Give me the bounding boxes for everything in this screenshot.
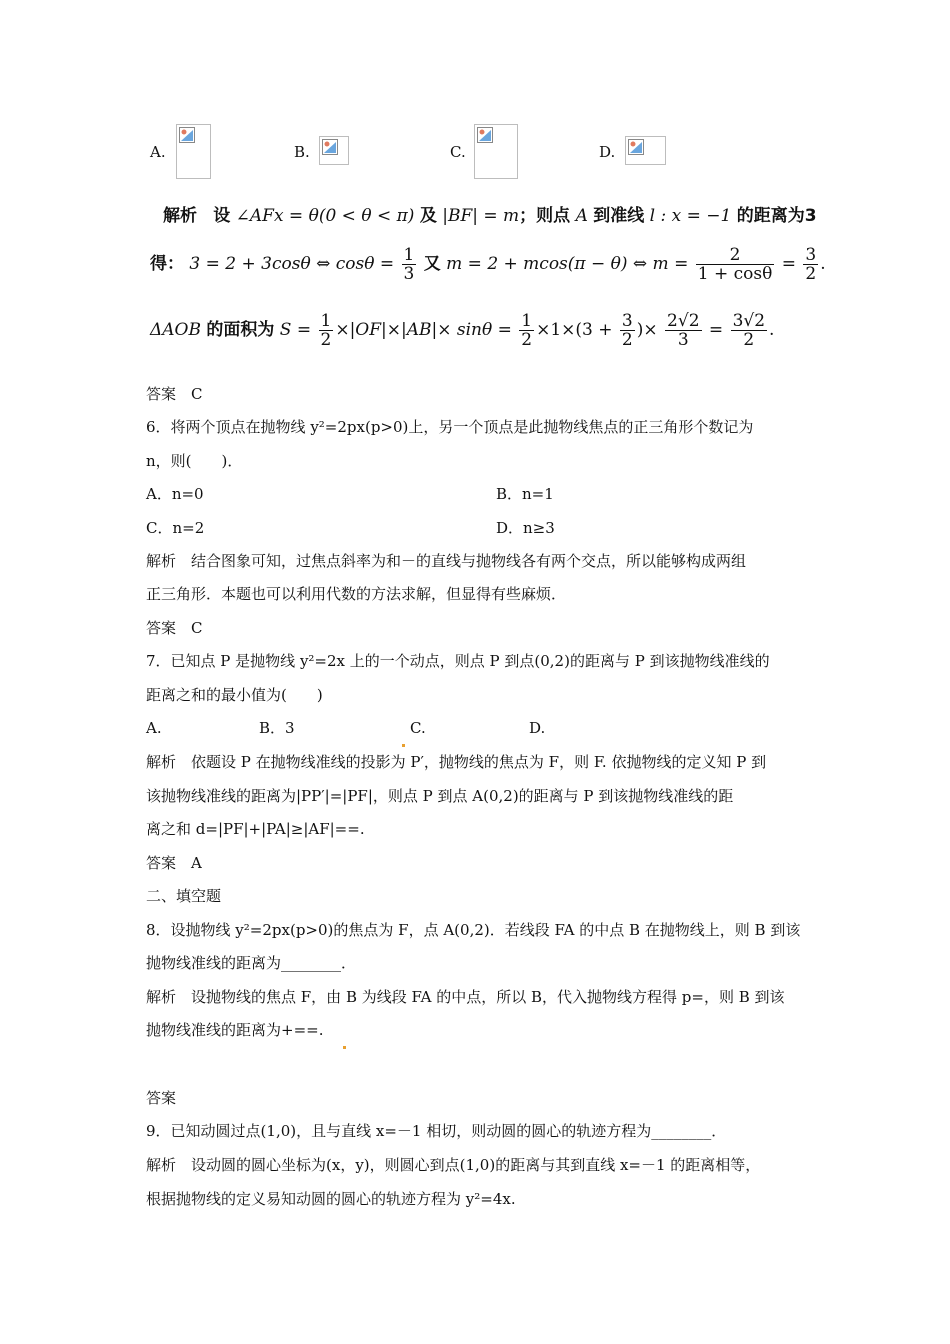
answer-5: 答案 C: [146, 385, 203, 403]
q8-solution-line-1: 解析 设抛物线的焦点 F，由 B 为线段 FA 的中点，所以 B，代入抛物线方程得 p=，则 B 到该: [146, 988, 785, 1006]
fraction: $\frac{3√2}{2}$: [732, 311, 766, 350]
q7-solution-line-1: 解析 依题设 P 在抛物线准线的投影为 P′，抛物线的焦点为 F，则 F. 依抛物线的定义知 P 到: [146, 753, 767, 771]
q6-stem-line-2: n，则( )．: [146, 452, 243, 470]
q8-stem-line-2: 抛物线准线的距离为________．: [146, 954, 357, 972]
option-a-image: [176, 124, 211, 179]
q6-solution-line-1: 解析 结合图象可知，过焦点斜率为和－的直线与抛物线各有两个交点，所以能够构成两组: [146, 552, 747, 570]
q6-option-d: D．n≥3: [496, 519, 555, 537]
option-a-label: A.: [150, 143, 166, 161]
option-c-label: C.: [450, 143, 466, 161]
q6-stem-line-1: 6．将两个顶点在抛物线 y²=2px(p>0)上，另一个顶点是此抛物线焦点的正三角形个数记为: [146, 418, 754, 436]
option-c-image: [474, 124, 518, 179]
option-d-label: D.: [599, 143, 616, 161]
q7-solution-line-2: 该抛物线准线的距离为|PP′|=|PF|，则点 P 到点 A(0,2)的距离与 P 到该抛物线准线的距: [146, 787, 734, 805]
q9-stem-line-1: 9．已知动圆过点(1,0)，且与直线 x=－1 相切，则动圆的圆心的轨迹方程为________．: [146, 1122, 727, 1140]
formula-line-2: 得： 3 = 2 + 3cosθ ⇔ cosθ = $\frac{1}{3}$ 又 m = 2 + mcos(π − θ) ⇔ m = $\frac{2}{1 + \cos\theta}$ = $\frac{3}{2}$ .: [150, 245, 826, 284]
q6-option-a: A．n=0: [146, 485, 204, 503]
fraction: $\frac{1}{2}$: [521, 311, 533, 350]
fraction: $\frac{1}{3}$: [403, 245, 415, 284]
section-heading: 二、填空题: [146, 887, 222, 905]
broken-image-icon: [628, 139, 644, 155]
q8-stem-line-1: 8．设抛物线 y²=2px(p>0)的焦点为 F，点 A(0,2)．若线段 FA 的中点 B 在抛物线上，则 B 到该: [146, 921, 801, 939]
q8-solution-line-2: 抛物线准线的距离为+==.: [146, 1021, 324, 1039]
formula-line-3: ΔAOB 的面积为 S = $\frac{1}{2}$ ×|OF|×|AB|× sinθ = $\frac{1}{2}$ ×1×(3 + $\frac{3}{2}$ )× $\frac{2√2}{3}$ = $\frac{3√2}{2}$ .: [150, 311, 775, 350]
q9-solution-line-1: 解析 设动圆的圆心坐标为(x，y)，则圆心到点(1,0)的距离与其到直线 x=－1 的距离相等，: [146, 1156, 761, 1174]
formula-line-1: 解析 设 ∠AFx = θ(0 < θ < π) 及 |BF| = m；则点 A 到准线 l : x = −1 的距离为3: [163, 206, 817, 226]
q8-answer: 答案: [146, 1089, 177, 1107]
q7-solution-line-3: 离之和 d=|PF|+|PA|≥|AF|==.: [146, 820, 365, 838]
q7-option-d: D.: [529, 719, 546, 737]
q6-option-c: C．n=2: [146, 519, 205, 537]
solution-label: 解析: [163, 206, 197, 226]
q7-option-a: A.: [146, 719, 162, 737]
q7-option-c: C.: [410, 719, 426, 737]
fraction: $\frac{2√2}{3}$: [667, 311, 700, 350]
option-b-image: [319, 136, 349, 165]
option-d-image: [625, 136, 666, 165]
fraction: $\frac{3}{2}$: [621, 311, 633, 350]
q7-stem-line-2: 距离之和的最小值为( ): [146, 686, 323, 704]
fraction: $\frac{1}{2}$: [320, 311, 332, 350]
broken-image-icon: [477, 127, 493, 143]
q6-solution-line-2: 正三角形．本题也可以利用代数的方法求解，但显得有些麻烦．: [146, 585, 567, 603]
q9-solution-line-2: 根据抛物线的定义易知动圆的圆心的轨迹方程为 y²=4x.: [146, 1190, 516, 1208]
broken-image-icon: [322, 139, 338, 155]
q6-option-b: B．n=1: [496, 485, 554, 503]
q6-answer: 答案 C: [146, 619, 203, 637]
q7-option-b: B．3: [259, 719, 295, 737]
q7-stem-line-1: 7．已知点 P 是抛物线 y²=2x 上的一个动点，则点 P 到点(0,2)的距离与 P 到该抛物线准线的: [146, 652, 770, 670]
fraction: $\frac{3}{2}$: [805, 245, 817, 284]
orange-dot-mark: [343, 1035, 346, 1053]
option-b-label: B.: [294, 143, 310, 161]
fraction: $\frac{2}{1 + \cos\theta}$: [697, 245, 773, 284]
q7-answer: 答案 A: [146, 854, 202, 872]
broken-image-icon: [179, 127, 195, 143]
orange-dot-mark: [402, 733, 405, 751]
